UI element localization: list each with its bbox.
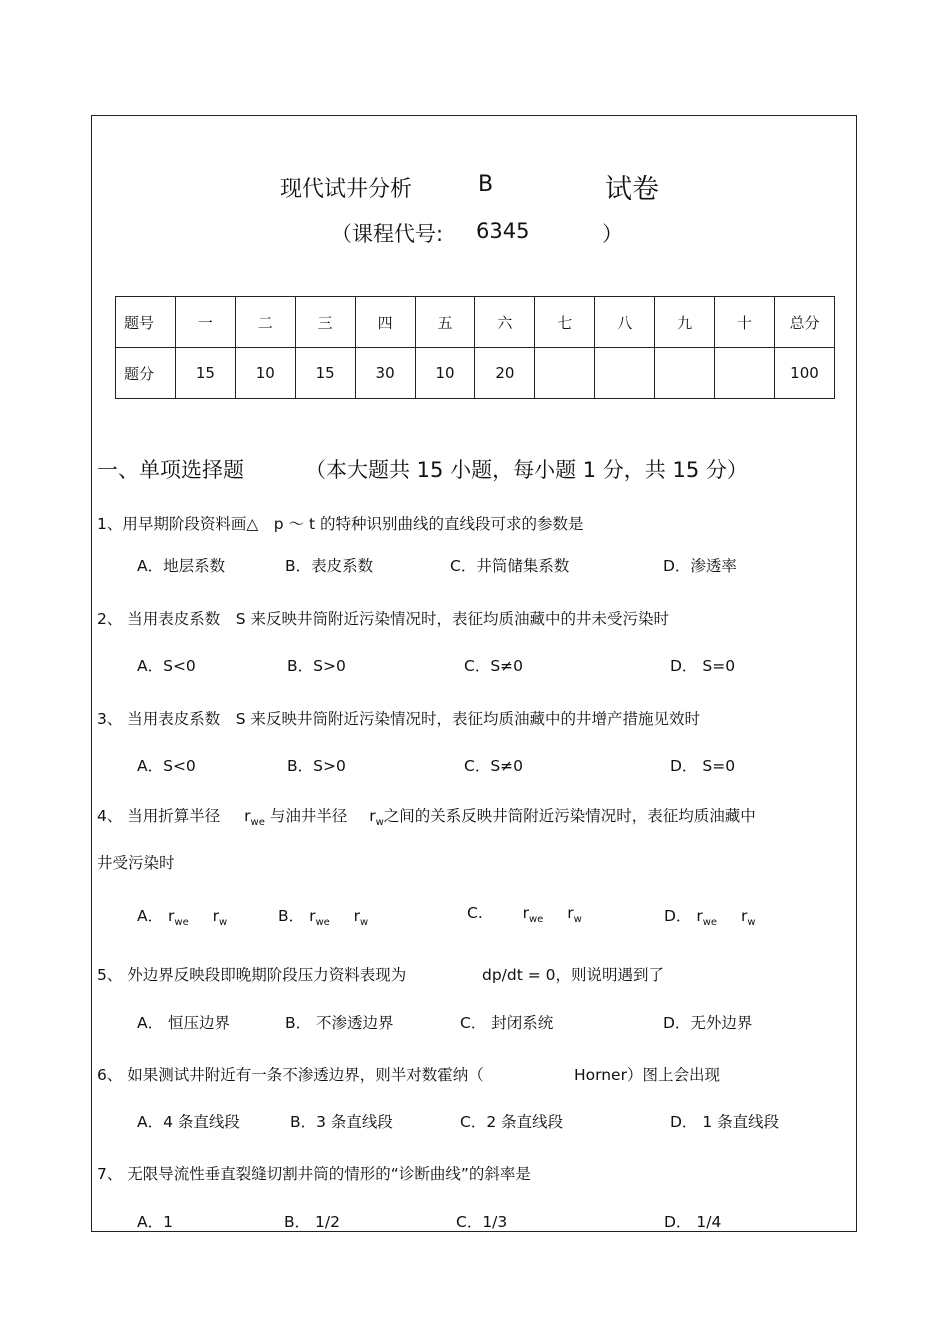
q4-r: r bbox=[244, 807, 251, 825]
exam-paper-label: 试卷 bbox=[605, 174, 659, 205]
q5-option-a: A． 恒压边界 bbox=[137, 1014, 231, 1032]
table-cell: 100 bbox=[774, 348, 834, 399]
section-note: （本大题共 15 小题，每小题 1 分，共 15 分） bbox=[305, 458, 748, 482]
table-cell: 一 bbox=[175, 297, 235, 348]
q2-option-a: A．S<0 bbox=[137, 657, 196, 675]
question-2: 2、 当用表皮系数 S 来反映井筒附近污染情况时，表征均质油藏中的井未受污染时 bbox=[97, 610, 670, 628]
table-cell: 总分 bbox=[774, 297, 834, 348]
q4-text-a: 4、 当用折算半径 bbox=[97, 807, 221, 825]
question-6-text-b: Horner）图上会出现 bbox=[574, 1066, 720, 1084]
table-cell: 30 bbox=[355, 348, 415, 399]
question-4-continued: 井受污染时 bbox=[97, 854, 175, 872]
q5-option-c: C． 封闭系统 bbox=[460, 1014, 554, 1032]
exam-title: 现代试井分析 bbox=[280, 177, 413, 202]
question-5-text-b: dp/dt = 0，则说明遇到了 bbox=[482, 966, 665, 984]
table-cell bbox=[595, 348, 655, 399]
q4-text-b: 与油井半径 bbox=[269, 807, 348, 825]
question-1: 1、用早期阶段资料画△ p ～ t 的特种识别曲线的直线段可求的参数是 bbox=[97, 515, 584, 533]
question-6-text-a: 6、 如果测试井附近有一条不渗透边界，则半对数霍纳（ bbox=[97, 1066, 484, 1084]
table-cell: 题分 bbox=[116, 348, 176, 399]
question-3: 3、 当用表皮系数 S 来反映井筒附近污染情况时，表征均质油藏中的井增产措施见效时 bbox=[97, 710, 701, 728]
q6-option-d: D． 1 条直线段 bbox=[670, 1113, 780, 1131]
q7-option-a: A．1 bbox=[137, 1213, 173, 1231]
q3-option-a: A．S<0 bbox=[137, 757, 196, 775]
q4-sub-we: we bbox=[250, 817, 265, 828]
course-code: 6345 bbox=[476, 219, 530, 243]
q4-option-c: C. $r_{we}$ $r_w$ bbox=[467, 904, 582, 925]
table-cell bbox=[655, 348, 715, 399]
q4-r: r bbox=[369, 807, 376, 825]
q1-option-c: C．井筒储集系数 bbox=[450, 557, 570, 575]
table-cell: 五 bbox=[415, 297, 475, 348]
q4-option-a: A． $r_{we}$ $r_w$ bbox=[137, 907, 228, 928]
table-cell bbox=[715, 348, 775, 399]
q7-option-c: C．1/3 bbox=[456, 1213, 508, 1231]
q4-text-c: 之间的关系反映井筒附近污染情况时，表征均质油藏中 bbox=[383, 807, 756, 825]
q3-option-b: B．S>0 bbox=[287, 757, 346, 775]
question-5-text-a: 5、 外边界反映段即晚期阶段压力资料表现为 bbox=[97, 966, 407, 984]
question-7: 7、 无限导流性垂直裂缝切割井筒的情形的“诊断曲线”的斜率是 bbox=[97, 1165, 531, 1183]
course-code-suffix: ） bbox=[602, 222, 623, 246]
score-table bbox=[115, 296, 835, 399]
table-cell: 三 bbox=[295, 297, 355, 348]
q7-option-b: B． 1/2 bbox=[284, 1213, 341, 1231]
table-cell: 15 bbox=[295, 348, 355, 399]
table-cell: 六 bbox=[475, 297, 535, 348]
table-cell: 15 bbox=[175, 348, 235, 399]
course-code-prefix: （课程代号: bbox=[331, 222, 444, 246]
q5-option-b: B． 不渗透边界 bbox=[285, 1014, 394, 1032]
q3-option-d: D． S=0 bbox=[670, 757, 736, 775]
q3-option-c: C．S≠0 bbox=[464, 757, 524, 775]
table-cell: 二 bbox=[235, 297, 295, 348]
q7-option-d: D． 1/4 bbox=[664, 1213, 722, 1231]
table-cell: 题号 bbox=[116, 297, 176, 348]
table-cell: 四 bbox=[355, 297, 415, 348]
q4-option-a-label: A． bbox=[137, 907, 164, 925]
q4-option-d-label: D． bbox=[664, 907, 692, 925]
q4-sub-w: w bbox=[375, 817, 384, 828]
q2-option-c: C．S≠0 bbox=[464, 657, 524, 675]
q1-option-a: A．地层系数 bbox=[137, 557, 226, 575]
question-4 bbox=[97, 804, 756, 828]
table-cell: 七 bbox=[535, 297, 595, 348]
q6-option-c: C．2 条直线段 bbox=[460, 1113, 564, 1131]
table-cell bbox=[535, 348, 595, 399]
q1-option-d: D．渗透率 bbox=[663, 557, 737, 575]
q6-option-a: A．4 条直线段 bbox=[137, 1113, 240, 1131]
table-cell: 九 bbox=[655, 297, 715, 348]
section-title: 一、单项选择题 bbox=[97, 458, 244, 482]
table-cell: 八 bbox=[595, 297, 655, 348]
table-row bbox=[116, 348, 835, 399]
q4-option-b: B． $r_{we}$ $r_w$ bbox=[278, 907, 369, 928]
q5-option-d: D．无外边界 bbox=[663, 1014, 753, 1032]
q2-option-b: B．S>0 bbox=[287, 657, 346, 675]
q4-option-c-label: C. bbox=[467, 904, 483, 922]
q2-option-d: D． S=0 bbox=[670, 657, 736, 675]
table-cell: 20 bbox=[475, 348, 535, 399]
table-cell: 十 bbox=[715, 297, 775, 348]
q4-option-d: D． $r_{we}$ $r_w$ bbox=[664, 907, 756, 928]
table-cell: 10 bbox=[235, 348, 295, 399]
q6-option-b: B．3 条直线段 bbox=[290, 1113, 393, 1131]
q4-option-b-label: B． bbox=[278, 907, 305, 925]
table-cell: 10 bbox=[415, 348, 475, 399]
q1-option-b: B．表皮系数 bbox=[285, 557, 374, 575]
table-row bbox=[116, 297, 835, 348]
exam-variant: B bbox=[478, 172, 494, 197]
